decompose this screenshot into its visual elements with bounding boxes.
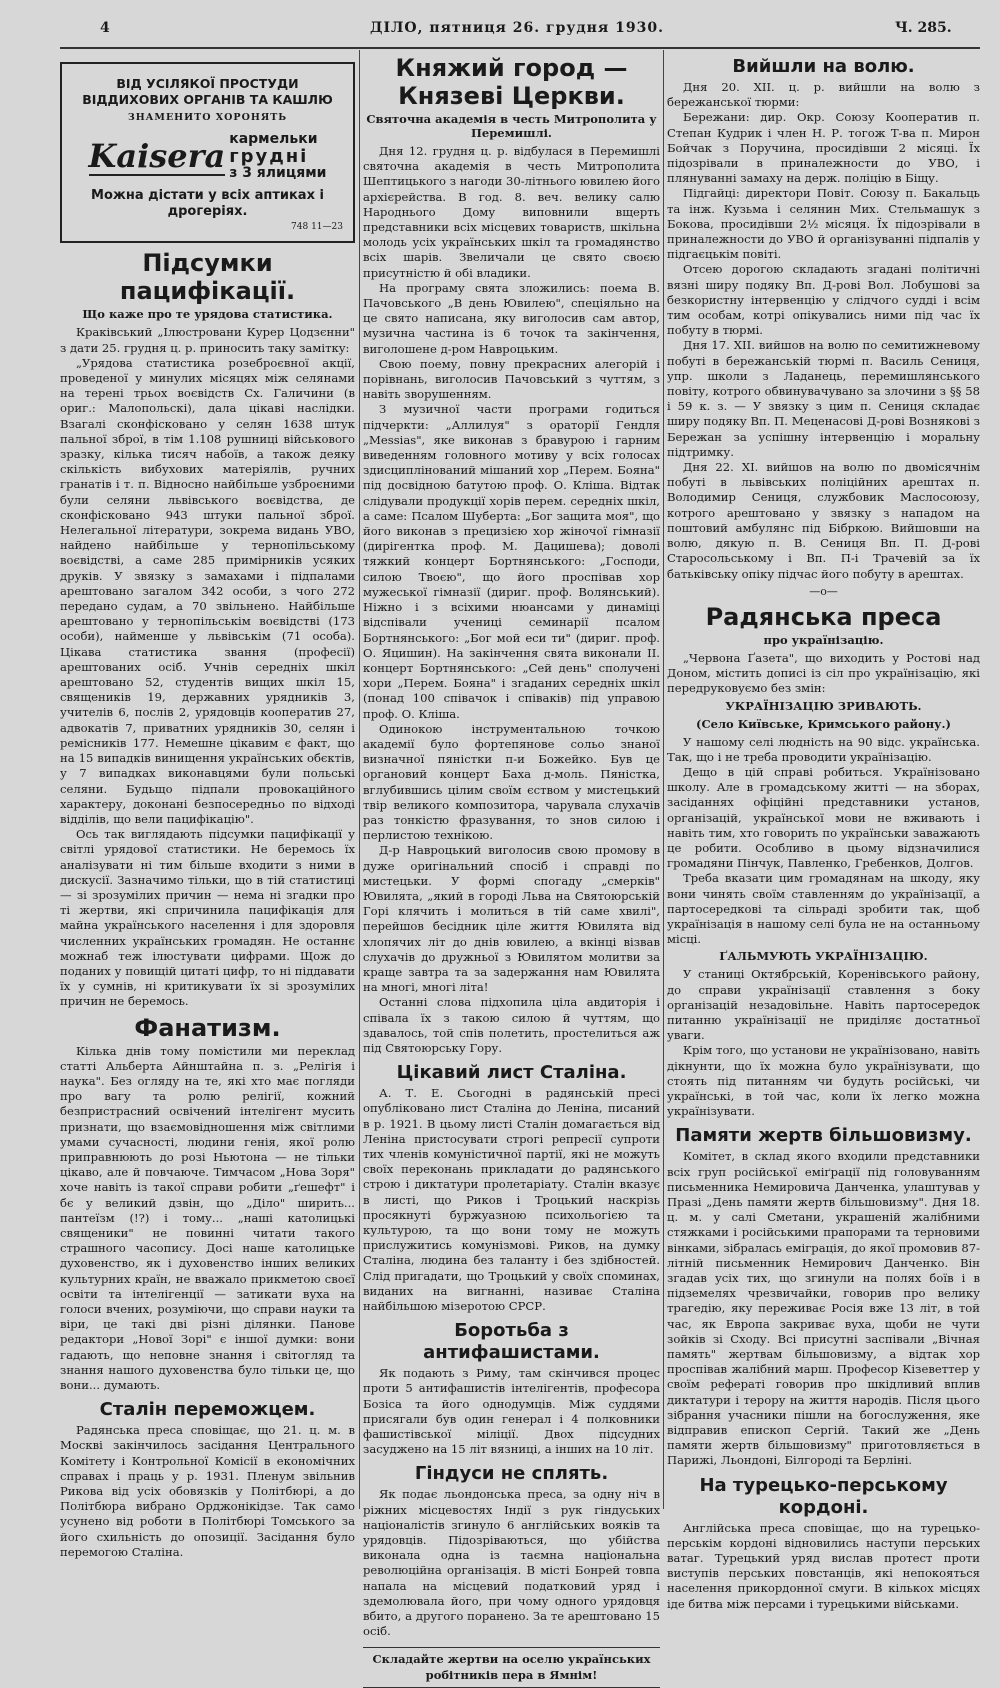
article-paragraph: На програму свята зложились: поема В. Пачовського „В день Ювилею", спеціяльно на це свято написана, яку виголосив сам автор, музична частина із 6 точок та закінчення, виголошене д-ром Навроцьким. — [363, 280, 660, 356]
masthead-title: ДІЛО, пятниця 26. грудня 1930. — [370, 20, 664, 36]
article-paragraph: Ось так виглядають підсумки пацифікації у світлі урядової статистики. Не беремось їх аналізувати ні тим більше входити з ними в дискусії. Зазначимо тільки, що в тій статистиці — зі зрозумілих причин — нема ні згадки про ті жертви, які спричинила пацифікація для майна українського населення і для здоровля численних українських громадян. Не останнє можнаб теж ілюстувати цифрами. Щож до поданих у повищій цитаті цифр, то ні піддавати їх у сумнів, ні критикувати їх зі зрозумілих причин не беремось. — [60, 827, 355, 1009]
article-paragraph: Комітет, в склад якого входили представники всіх груп російської еміґрації під головуванням письменника Немировича Данченка, улаштував у Празі „День памяти жертв більшовизму". Дня 18. ц. м. у салі Сметани, украшеній жалібними стяжками і російськими прапорами та терновими вінками, зібралась еміграція, до якої промовив 87-літній письменник Немирович Данченко. Він згадав усіх тих, що згинули на полях боїв і в підземелях чрезвичайки, говорив про велику трагедію, яку переживає Росія вже 13 літ, в той час, як Европа закриває вуха, щоби не чути зойків зі Сходу. Всі присутні заспівали „Вічная память" жертвам більшовизму, а відтак хор проспівав жалібний марш. Професор Кізеветтер у своїм рефераті говорив про шкідливий вплив диктатури і терору на життя народів. Після цього зібрання учасники пішли на богослуження, яке відправив епископ Сергій. Такий же „День памяти жертв більшовизму" приготовляється в Парижі, Льондоні, Білгороді та Берліні. — [667, 1149, 980, 1468]
article-paragraph: Дня 20. XII. ц. р. вийшли на волю з бережанської тюрми: — [667, 80, 980, 110]
column-2 — [363, 50, 660, 1682]
article-paragraph: Як подають з Риму, там скінчився процес проти 5 антифашистів інтелігентів, професора Бозіса та його однодумців. Між суддями присягали був один генерал і 4 полковники фашистівської міліції. Двох підсудних засуджено на 15 літ вязниці, а інших на 10 літ. — [363, 1366, 660, 1457]
section-heading: ҐАЛЬМУЮТЬ УКРАЇНІЗАЦІЮ. — [719, 949, 928, 964]
article-paragraph: Треба вказати цим громадянам на шкоду, яку вони чинять своїм ставленням до українізації, а партосередкові та сільраді зробити так, щоб українізація в нашому селі була не на останньому місці. — [667, 871, 980, 947]
article-paragraph: Англійська преса сповіщає, що на турецько-перськім кордоні відновились наступи перських ватаг. Турецький уряд вислав протест проти виступів перських повстанців, які непокояться населення прикордонної смуги. В кількох місцях іде битва між персами і турецькими військами. — [667, 1520, 980, 1611]
article-paragraph: Дня 12. грудня ц. р. відбулася в Перемишлі святочна академія в честь Митрополита Шептицького з нагоди 30-літнього ювилею його архієрейства. В год. 8. веч. велику салю Народнього Дому виповнили вщерть представники всіх місцевих товариств, шкільна молодь усіх українських шкіл та громадянство всіх шарів. Звеличали це свято своєю присутністю й обі владики. — [363, 144, 660, 280]
separator: —o— — [809, 584, 838, 598]
article-paragraph: Останні слова підхопила ціла авдиторія і співала їх з такою силою й чуттям, що здавалось, той спів полетить, простелиться аж під Святоюрську Гору. — [363, 995, 660, 1055]
article-paragraph: Кілька днів тому помістили ми переклад статті Альберта Айнштайна п. з. „Релігія і наука". Без огляду на те, які хто має погляди про вагу та ролю релігії, кожний безпристрасний освічений інтелігент мусить признати, що взаємовідношення між світлими умами сучасності, людини генія, якої ролю приправнюють до розі Ньютона — не тільки цікаво, але й повчаюче. Тимчасом „Нова Зоря" хоче навіть із такої справи робити „ґешефт" і бє у великий дзвін, що „Діло" ширить... пантеїзм (!?) і тому... „наші католицькі священики" не повинні читати такого страшного часопису. Досі наше католицьке духовенство, як і духовенство інших великих культурних країн, не вважало прикметою своєї освіти та інтелігенції — затикати вуха на голоси вчених, розуміючи, що справи науки та віри, це такі дві різні ділянки. Панове редактори „Нової Зорі" є іншої думки: вони гадають, що неповне знання і світогляд та знання нашого духовенства було тільки це, що вони... думають. — [60, 1043, 355, 1393]
article-title: Радянська преса — [705, 602, 942, 631]
section-heading: УКРАЇНІЗАЦІЮ ЗРИВАЮТЬ. — [725, 698, 922, 713]
article-title: Підсумки пацифікації. — [119, 249, 296, 306]
article-paragraph: Краківський „Ілюстровани Курер Цодзєнни" з дати 25. грудня ц. р. приносить таку замітку: — [60, 325, 355, 355]
article-subtitle: Святочна академія в честь Митрополита у Перемишлі. — [366, 112, 657, 140]
kaiser-brand-logo: Kaisera — [88, 136, 226, 175]
article-paragraph: Крім того, що установи не українізовано, навіть дікнунти, що їх можна було українізувати, що стоять під питанням чи будуть російські, чи українські, в той час, коли їх легко можна українізувати. — [667, 1043, 980, 1119]
article-title: Боротьба з антифашистами. — [423, 1320, 600, 1364]
ad-code: 748 11—23 — [291, 222, 343, 233]
article-subtitle: Що каже про те урядова статистика. — [82, 307, 333, 322]
article-paragraph: Дещо в цій справі робиться. Українізовано школу. Але в громадському житті — на зборах, засіданнях офіційні представники установ, організацій, української мови не вживають і навіть тим, хто говорить по українськи заважають це робити. Особливо в цьому відзначилися громадяни Пінчук, Павленко, Гребенков, Долгов. — [667, 764, 980, 871]
article-title: Вийшли на волю. — [732, 56, 915, 77]
article-title: Памяти жертв більшовизму. — [675, 1125, 972, 1147]
article-title: Княжий город — Князеві Церкви. — [395, 54, 628, 110]
article-paragraph: Отсею дорогою складають згадані політичні вязні ширу подяку Вп. Д-рові Вол. Лобушові за безкористну інтервенцію у слідчого судді і всім тим особам, котрі опікувались ними під час їх побуту в тюрмі. — [667, 262, 980, 338]
masthead — [0, 0, 1000, 48]
article-title: Сталін переможцем. — [99, 1399, 316, 1421]
appeal-box: Складайте жертви на оселю українських робітників пера в Ямнім! — [363, 1647, 660, 1687]
article-paragraph: Дня 17. XII. вийшов на волю по семитижневому побуті в бережанській тюрмі п. Василь Сениця, упр. школи з Ладанець, перемишлянського повіту, котрого обвинувачувано за злочини з §§ 58 і 59 к. з. — У звязку з цим п. Сениця складає ширу подяку Вп. П. Меценасові Д-рові Вознякові з Бережан за успішну інтервенцію і моральну підтримку. — [667, 338, 980, 459]
ad-product-line: кармельки — [229, 131, 318, 148]
article-paragraph: „Урядова статистика розеброєвної акції, проведеної у минулих місяцях між селянами на терені трьох воєвідств Сх. Галичини (в ориг.: Малопольскі), дала цікаві наслідки. Взагалі сконфісковано у селян 1638 штук пальної зброї, в тім 1.108 рушниці військового зразку, кілька тисяч набоїв, а також деяку скількість вибухових матеріялів, ручних гранатів і т. п. Відносно найбільше узброєними були селяни львівського воєвідства, де сконфісковано 943 штуки пальної зброї. Нелегальної літератури, зокрема видань УВО, найдено найбільше у тернопільському воєвідстві, а саме 285 примірників усяких друків. У звязку з замахами і підпалами арештовано загалом 342 особи, з чого 272 передано судам, а 70 звільнено. Найбільше арештовано у тернопільськім воєвідстві (173 особи), найменше у львівськім (71 особа). Цікава статистика звання (професії) арештованих осіб. Учнів середніх шкіл арештовано 52, студентів вищих шкіл 15, священиків 19, державних урядників 3, учителів 6, послів 2, урядовців кооператив 27, адвокатів 7, приватних урядників 30, селян і ремісників 177. Немешне цікавим є факт, що на 15 випадків винищення українських обєктів, у 7 випадках виконавцями були польські селяни. Будьщо пiдпали провокаційного характеру, доконані безпосередньо по відході відділів, що вели пацифікацію". — [60, 355, 355, 826]
ad-subline: ЗНАМЕНИТО ХОРОНЯТЬ — [127, 112, 288, 123]
article-paragraph: Дня 22. XI. вийшов на волю по двомісячнім побуті в львівських поліційних арештах п. Володимир Сениця, службовик Маслосоюзу, котрого арештовано у звязку з нападом на поштовий амбулянс під Бібркою. Вийшовши на волю, дякую п. В. Сениця Вп. П. Д-рові Старосольському і Вп. П-і Трачевій за їх батьківську опіку підчас його побуту в арештах. — [667, 460, 980, 581]
article-paragraph: А. Т. Е. Сьогодні в радянській пресі опубліковано лист Сталіна до Леніна, писаний в р. 1921. В цьому листі Сталін домагається від Леніна пристосувати строгі репресії супроти тих членів комуністичної партії, які не можуть своїх переконань прикладати до радянського строю і диктатури пролетаріату. Сталін вказує в листі, що Риков і Троцький наскрізь просякнуті буржуазною психольогією та культурою, та що вони тому не можуть прислужитись комунізмові. Риков, на думку Сталіна, людина без таланту і без здібностей. Слід пригадати, що Троцький у своїх споминах, виданих на вигнанні, називає Сталіна найбільшою мізеротою СРСР. — [363, 1086, 660, 1314]
article-title: Цікавий лист Сталіна. — [396, 1062, 627, 1084]
article-paragraph: Бережани: дир. Окр. Союзу Кооператив п. Степан Кудрик і член Н. Р. тогож Т-ва п. Мирон Бойчак з Поручина, просидівши 2 місяці. Їх підозрівали в приналежности до УВО, і плянуванні замаху на держ. поліцію в Біщу. — [667, 110, 980, 186]
article-paragraph: У станиці Октябрській, Коренівського району, до справи українізації ставлення з боку організацій незадовільне. Навіть партосередок питанню українізації не приділяє достатньої уваги. — [667, 967, 980, 1043]
article-title: Гіндуси не сплять. — [414, 1463, 609, 1485]
ad-availability: Можна дістати у всіх аптиках і дрогеріях. — [91, 188, 324, 220]
article-paragraph: Як подає льондонська преса, за одну ніч в ріжних місцевостях Індії з рук гіндуських націоналістів згинуло 6 англійських вояків та урядовців. Підозріваються, що убійства виконала одна із таємна національна революційна організація. В місті Бонрей товпа напала на місцевий податковий уряд і здемолювала його, при чому одного урядовця вбито, а другого поранено. За те арештовано 15 осіб. — [363, 1487, 660, 1639]
kaiser-advertisement — [60, 62, 355, 243]
ad-product — [229, 131, 326, 182]
article-paragraph: „Червона Ґазета", що виходить у Ростові над Доном, містить дописі із сіл про українізацію, які передруковуємо без змін: — [667, 650, 980, 696]
article-title: На турецько-перському кордоні. — [699, 1474, 948, 1518]
column-1 — [60, 50, 355, 1559]
article-paragraph: Радянська преса сповіщає, що 21. ц. м. в Москві закінчилось засідання Центрального Комітету і Контрольної Комісії в економічних справах і праць у р. 1931. Пленум звільнив Рикова від усіх обовязків у Політбюрі, а до Політбюра вибрано Орджонікідзе. Так само усунено від роботи в Політбюрі Томського за його схильність до опозиції. Засідання було перемогою Сталіна. — [60, 1423, 355, 1559]
header-rule — [60, 47, 980, 49]
page-number: 4 — [100, 20, 110, 36]
article-paragraph: Підгайці: директори Повіт. Союзу п. Бакальць та інж. Кузьма і селянин Мих. Стельмашук з Бокова, просидівши 2½ місяця. Їх підозрівали в приналежности до УВО й організуванні підпалів у підгаєцькім повіті. — [667, 186, 980, 262]
ad-headline: ВІД УСІЛЯКОЇ ПРОСТУДИ ВІДДИХОВИХ ОРГАНІВ ТА КАШЛЮ — [82, 76, 333, 107]
column-3 — [667, 50, 980, 1611]
ad-product-line: грудні — [229, 146, 309, 168]
article-paragraph: З музичної части програми годиться підчеркти: „Аллилуя" з ораторії Гендля „Messias", яке виконав з бравурою і гарним виведенням головного мотиву у всіх голосах здисциплінований мішаний хор „Перем. Бояна" під досвідною батутою проф. О. Кліша. Відтак слідували продукції хорів перем. середніх шкіл, а саме: Псалом Шуберта: „Бог защита моя", що його виконав з прецизією хор жіночої гімназії (дирігентка проф. М. Дацишева); доволі тяжкий концерт Бортнянського: „Господи, силою Твоєю", що його проспівав хор мужеської гімназії (дириг. проф. Волянський). Ніжно і з всіхими нюансами у динаміці відспівали учениці семинарії псалом Бортнянського: „Бог мой еси ти" (дириг. проф. О. Яцишин). На закінчення свята виконали II. концерт Бортнянського: „Сей день" сполучені хори „Перем. Бояна" і згаданих середніх шкіл (понад 100 співачок і співаків) під управою проф. О. Кліша. — [363, 402, 660, 721]
column-divider — [359, 50, 360, 1509]
article-paragraph: Д-р Навроцький виголосив свою промову в дуже оригінальний спосіб і справді по мистецьки. У формі спогаду „смерків" Ювилята, „який в городі Льва на Святоюрській Горі клячить і молиться в тій саме хвилі", перейшов бесідник ціле життя Ювилята від хлопячих літ до днів ювилею, а вкінці візвав слухачів до дружньої з Ювилятом молитви за краще завтра та за задержання нам Ювилята на многі, многі літа! — [363, 843, 660, 995]
ad-product-line: з 3 ялицями — [229, 165, 327, 182]
column-divider — [663, 50, 664, 1509]
article-paragraph: Свою поему, повну прекрасних алегорій і порівнань, виголосив Пачовський з чуттям, з навіть зворушенням. — [363, 356, 660, 402]
section-subheading: (Село Київське, Кримського району.) — [696, 716, 951, 731]
article-paragraph: У нашому селі людність на 90 відс. українська. Так, що і не треба проводити українізацію. — [667, 734, 980, 764]
article-paragraph: Одинокою інструментальною точкою академії було фортепянове сольо знаної визначної пяністки п-и Божейко. Був це органовий концерт Баха д-моль. Пяністка, вглубившись цілим своїм єством у мистецький твір великого композитора, чарувала слухачів раз тонкістю фразування, то знов силою і перлистою технікою. — [363, 721, 660, 843]
issue-number: Ч. 285. — [895, 20, 952, 36]
article-subtitle: про українізацію. — [763, 632, 884, 647]
ad-logo — [72, 131, 343, 182]
article-title: Фанатизм. — [134, 1013, 281, 1042]
